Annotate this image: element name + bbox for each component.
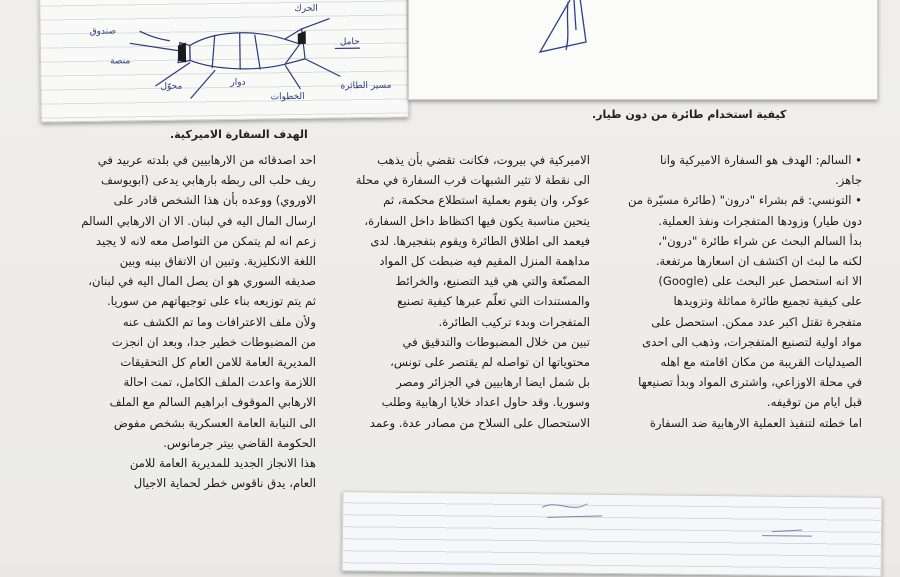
text-line: الى النيابة العامة العسكرية بشخص مفوض xyxy=(113,415,316,430)
sketch-label-h: مسير الطائرة xyxy=(340,80,392,92)
text-line: الحكومة القاضي بيتر جرمانوس. xyxy=(163,435,316,450)
sketch-label-b: حامل xyxy=(339,37,360,48)
text-line: ريف حلب الى ربطه بارهابي يدعى (ابويوسف xyxy=(101,173,316,188)
article-column-middle xyxy=(326,150,590,433)
text-line: المصنّعة والتي هي قيد التصنيع، والخرائط xyxy=(395,274,590,289)
sketch-label-d: منصة xyxy=(110,56,131,67)
text-line: قبل ايام من توقيفه. xyxy=(766,395,862,410)
text-line: مواد اولية لتصنيع المتفجرات، وذهب الى احدى xyxy=(642,334,862,349)
text-line: الارهابي الموقوف ابراهيم السالم مع الملف xyxy=(109,395,316,410)
text-line: ارسال المال اليه في لبنان. الا ان الارهابي السالم xyxy=(81,213,316,228)
caption-embassy-target: الهدف السفارة الاميركية. xyxy=(170,128,308,141)
text-line: الاستحصال على السلاح من مصادر عدة. وعمد xyxy=(369,415,590,430)
notebook-photo xyxy=(342,491,883,577)
text-line: مداهمة المنزل المقيم فيه ضبطت كل المواد xyxy=(379,254,590,269)
text-line: بدأ السالم البحث عن شراء طائرة "درون"، xyxy=(658,233,862,248)
text-line: صديقه السوري هو ان يصل المال اليه في لبنان، xyxy=(88,274,316,289)
text-line: الى نقطة لا تثير الشبهات قرب السفارة في محلة xyxy=(355,173,590,188)
sketch-label-a: الحرك xyxy=(294,3,318,15)
sketch-label-f: دوار xyxy=(230,77,246,88)
text-line: عوكر، وان يقوم بعملية استطلاع محكمة، ثم xyxy=(383,193,590,208)
notebook-scribble xyxy=(342,491,883,577)
text-line: اللازمة واعدت الملف الكامل، تمت احالة xyxy=(123,375,316,390)
text-line: الاميركية في بيروت، فكانت تقضي بأن يذهب xyxy=(377,153,590,167)
text-line: وسوريا. وقد حاول اعداد خلايا ارهابية وطلب xyxy=(381,395,590,410)
article-column-right xyxy=(612,150,862,433)
text-line: يتحين مناسبة يكون فيها اكتظاظ داخل السفارة، xyxy=(364,213,590,228)
drone-sketch-drawing xyxy=(39,0,409,123)
flight-sketch-drawing xyxy=(408,0,878,100)
text-line: متفجرة تقتل اكبر عدد ممكن. استحصل على xyxy=(651,314,862,329)
text-line: هذا الانجاز الجديد للمديرية العامة للامن xyxy=(129,456,316,471)
text-line: ولأن ملف الاعترافات وما تم الكشف عنه xyxy=(122,314,316,329)
text-line: العام، يدق ناقوس خطر لحماية الاجيال xyxy=(133,476,316,491)
text-line: زعم انه لم يتمكن من التواصل معه لانه لا يجيد xyxy=(95,233,316,248)
sketch-label-c: صندوق xyxy=(89,26,117,37)
text-line: اما خطته لتنفيذ العملية الارهابية ضد السفارة xyxy=(649,415,862,430)
sketch-label-g: الخطوات xyxy=(270,91,305,103)
text-line: الا انه استحصل عبر البحث على (Google) xyxy=(658,274,862,289)
text-line: المديرية العامة للامن العام كل التحقيقات xyxy=(120,355,316,370)
text-line: احد اصدقائه من الارهابيين في بلدته عربيد في xyxy=(97,153,316,167)
sketch-label-e: محوّل xyxy=(160,81,183,92)
text-line: لكنه ما لبث ان اكتشف ان اسعارها مرتفعة. xyxy=(655,254,862,269)
text-line: ثم يتم توزيعه بناء على توجيهاتهم من سوريا. xyxy=(107,294,316,309)
text-line: تبين من خلال المضبوطات والتدقيق في xyxy=(402,334,590,349)
text-line: محتوياتها ان تواصله لم يقتصر على تونس، xyxy=(390,355,590,370)
text-line: اللغة الانكليزية. وتبين ان الاتفاق بينه وبين xyxy=(119,254,316,269)
text-line: في محلة الاوزاعي، واشترى المواد وبدأ تصنيعها xyxy=(638,375,862,390)
text-line: بل شمل ايضا ارهابيين في الجزائر ومصر xyxy=(396,375,590,390)
flight-sketch-photo xyxy=(408,0,878,100)
text-line: جاهز. xyxy=(835,173,862,188)
text-line: دون طيار) وزودها المتفجرات ونفذ العملية. xyxy=(658,213,862,228)
text-line: الصيدليات القريبة من مكان اقامته مع اهله xyxy=(660,355,862,370)
caption-drone-usage: كيفية استخدام طائرة من دون طيار. xyxy=(592,108,787,121)
text-line: على كيفية تجميع طائرة مماثلة وتزويدها xyxy=(673,294,862,309)
text-line: المتفجرات وبدء تركيب الطائرة. xyxy=(438,314,590,329)
text-line: من المضبوطات خطير جدا، وبعد ان انجزت xyxy=(111,334,316,349)
article-column-left xyxy=(52,150,316,493)
text-line: • التونسي: قم بشراء "درون" (طائرة مسيّرة من xyxy=(628,193,862,208)
text-line: فيعمد الى اطلاق الطائرة ويقوم بتفجيرها. لدى xyxy=(370,233,590,248)
text-line: الاوروي) ووعده بأن هذا الشخص قادر على xyxy=(113,193,316,208)
text-line: والمستندات التي تعلّم عبرها كيفية تصنيع xyxy=(397,294,590,309)
sketch-photo xyxy=(39,0,409,123)
text-line: • السالم: الهدف هو السفارة الاميركية وانا xyxy=(660,153,862,167)
